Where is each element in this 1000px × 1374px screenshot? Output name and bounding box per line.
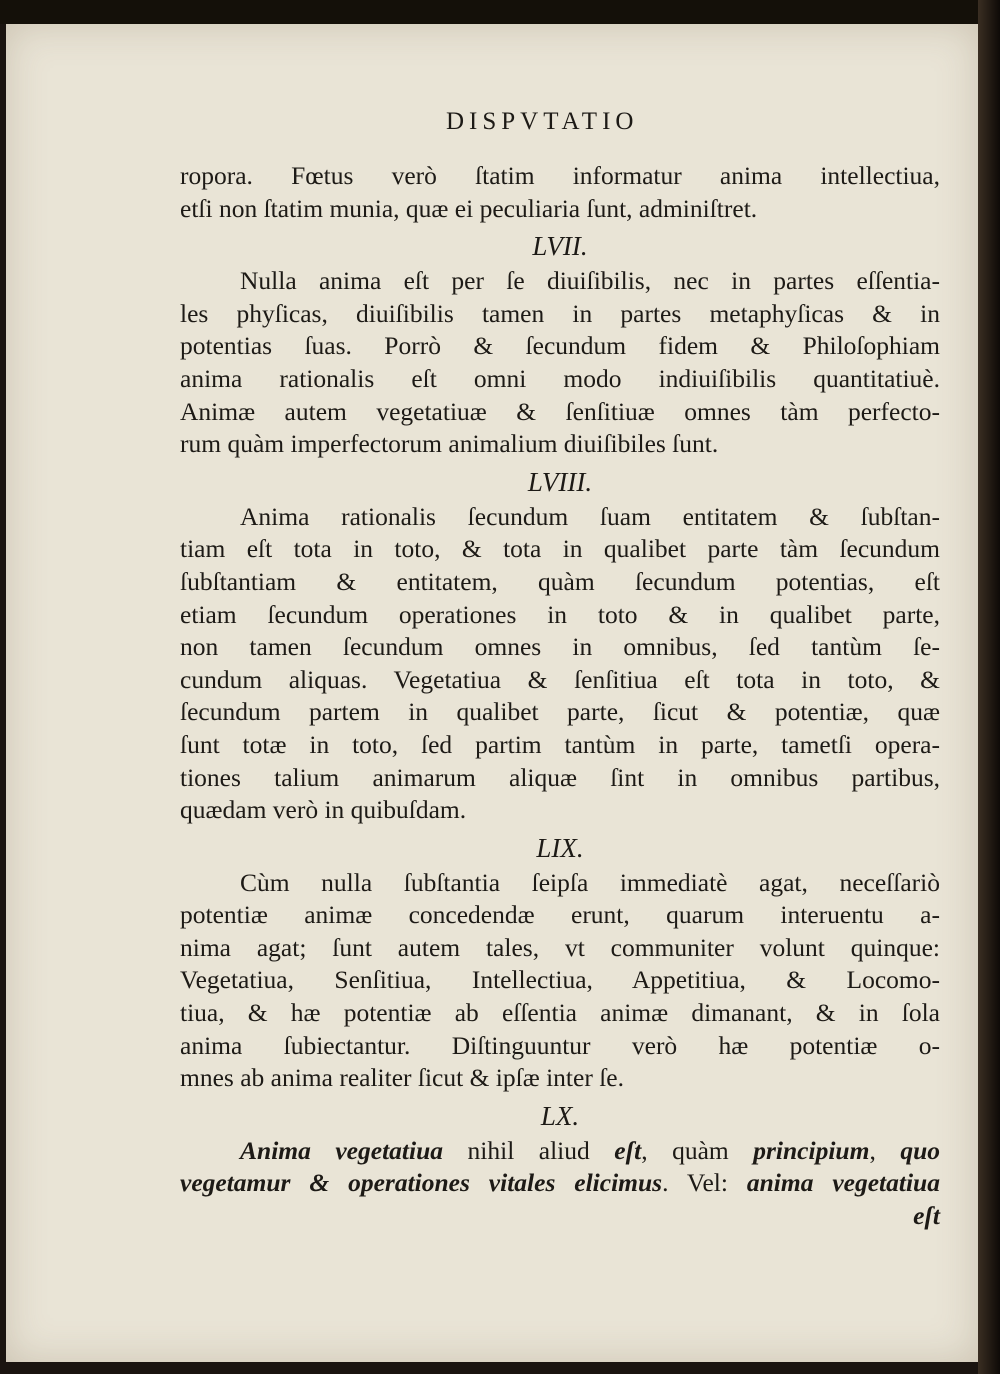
top-border bbox=[0, 0, 1000, 24]
roman-phrase: . Vel: bbox=[662, 1168, 747, 1198]
text-line: Cùm nulla ſubſtantia ſeipſa immediatè agat, neceſſariò bbox=[240, 867, 940, 897]
text-line: rum quàm imperfectorum animalium diuiſibiles ſunt. bbox=[180, 429, 719, 459]
text-line: anima rationalis eſt omni modo indiuiſibilis quantitatiuè. bbox=[180, 363, 940, 393]
roman-phrase: nihil aliud bbox=[443, 1135, 615, 1165]
text-line: Vegetatiua, Senſitiua, Intellectiua, Appetitiua, & Locomo- bbox=[180, 965, 940, 995]
text-line: etſi non ſtatim munia, quæ ei peculiaria ſunt, adminiſtret. bbox=[180, 193, 758, 223]
text-line: tiones talium animarum aliquæ ſint in omnibus partibus, bbox=[180, 762, 940, 792]
italic-phrase: Anima vegetatiua bbox=[240, 1135, 444, 1165]
section-heading: LX. bbox=[540, 1100, 580, 1131]
text-line: Animæ autem vegetatiuæ & ſenſitiuæ omnes tàm perfecto- bbox=[180, 396, 940, 426]
text-line: tiua, & hæ potentiæ ab eſſentia animæ dimanant, & in ſola bbox=[180, 998, 940, 1028]
text-line: tiam eſt tota in toto, & tota in qualibet parte tàm ſecundum bbox=[180, 534, 940, 564]
text-line: Anima rationalis ſecundum ſuam entitatem & ſubſtan- bbox=[240, 501, 940, 531]
text-line: etiam ſecundum operationes in toto & in qualibet parte, bbox=[180, 599, 940, 629]
text-line: les phyſicas, diuiſibilis tamen in partes metaphyſicas & in bbox=[180, 298, 940, 328]
page-body bbox=[180, 160, 940, 1233]
italic-phrase: anima vegetatiua bbox=[746, 1168, 940, 1198]
text-line: nima agat; ſunt autem tales, vt communiter volunt quinque: bbox=[180, 932, 940, 962]
text-line: cundum aliquas. Vegetatiua & ſenſitiua eſt tota in toto, & bbox=[180, 664, 940, 694]
italic-phrase: eſt bbox=[913, 1201, 940, 1231]
text-line: anima ſubiectantur. Diſtinguuntur verò hæ potentiæ o- bbox=[180, 1030, 940, 1060]
italic-phrase: principium bbox=[753, 1135, 870, 1165]
section-heading: LVII. bbox=[532, 231, 588, 262]
definition-line bbox=[180, 1167, 940, 1200]
running-header: DISPVTATIO bbox=[446, 108, 639, 135]
text-line: quædam verò in quibuſdam. bbox=[180, 795, 467, 825]
definition-line bbox=[180, 1200, 940, 1233]
definition-line bbox=[180, 1135, 940, 1168]
italic-phrase: vegetamur & operationes vitales elicimus bbox=[180, 1168, 663, 1198]
roman-phrase: , quàm bbox=[641, 1135, 754, 1165]
text-line: ſubſtantiam & entitatem, quàm ſecundum potentias, eſt bbox=[180, 566, 940, 596]
text-line: non tamen ſecundum omnes in omnibus, ſed tantùm ſe- bbox=[180, 632, 940, 662]
text-line: potentias ſuas. Porrò & ſecundum fidem & Philoſophiam bbox=[180, 331, 940, 361]
section-heading: LIX. bbox=[536, 832, 584, 863]
roman-phrase: , bbox=[869, 1135, 901, 1165]
text-line: ſunt totæ in toto, ſed partim tantùm in parte, tametſi opera- bbox=[180, 729, 940, 759]
text-line: mnes ab anima realiter ſicut & ipſæ inter ſe. bbox=[180, 1063, 624, 1093]
book-edge bbox=[978, 0, 1000, 1374]
text-line: Nulla anima eſt per ſe diuiſibilis, nec in partes eſſentia- bbox=[240, 266, 940, 296]
italic-phrase: eſt bbox=[614, 1135, 642, 1165]
text-line: potentiæ animæ concedendæ erunt, quarum interuentu a- bbox=[180, 900, 940, 930]
section-heading: LVIII. bbox=[527, 466, 593, 497]
italic-phrase: quo bbox=[900, 1135, 941, 1165]
text-line: ſecundum partem in qualibet parte, ſicut & potentiæ, quæ bbox=[180, 697, 940, 727]
text-line: ropora. Fœtus verò ſtatim informatur anima intellectiua, bbox=[180, 161, 940, 190]
